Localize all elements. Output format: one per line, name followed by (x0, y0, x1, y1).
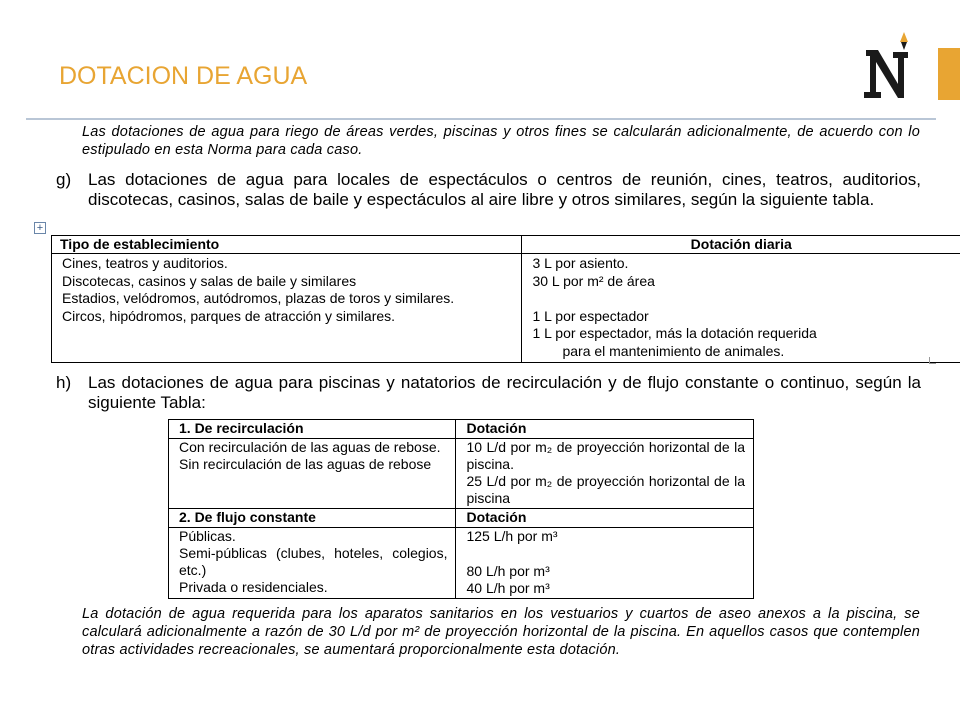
item-g-text: Las dotaciones de agua para locales de espectáculos o centros de reunión, cines, teatros, auditorios, discotecas, casinos, salas de baile y espectáculos al aire libre y otros similares, según la siguiente tabla. (88, 170, 921, 209)
table1-header-dotation: Dotación diaria (522, 236, 960, 254)
table-resize-handle[interactable] (929, 357, 936, 364)
item-h (56, 373, 921, 413)
table2-section1-header: 1. De recirculación (169, 420, 456, 439)
table-move-handle-icon[interactable]: + (34, 222, 46, 234)
table1-col1-line: Circos, hipódromos, parques de atracción y similares. (62, 307, 396, 324)
table2-section2-col2 (456, 528, 754, 599)
pool-table (168, 419, 754, 599)
table2-section2-header: 2. De flujo constante (169, 509, 456, 528)
footer-paragraph: La dotación de agua requerida para los aparatos sanitarios en los vestuarios y cuartos de aseo anexos a la piscina, se calculará adicionalmente a razón de 30 L/d por m² de proyección horizontal de la piscina. En aquellos casos que contemplen otras actividades recreacionales, se aumentará proporcionalmente esta dotación. (82, 606, 920, 658)
table1-col1-line: Cines, teatros y auditorios. (62, 255, 228, 271)
slide-title: DOTACION DE AGUA (59, 62, 308, 90)
table1-col1 (52, 254, 522, 363)
n-monogram-logo-icon (858, 28, 918, 104)
table2-row-label: Públicas. (179, 528, 236, 544)
item-h-text: Las dotaciones de agua para piscinas y natatorios de recirculación y de flujo constante o continuo, según la siguiente Tabla: (88, 373, 921, 412)
table2-row-value: 10 L/d por m₂ de proyección horizontal de la piscina. (466, 439, 745, 472)
table1-col2-line: 1 L por espectador, más la dotación requerida (532, 325, 817, 341)
table2-row-label: Con recirculación de las aguas de rebose. (179, 439, 441, 455)
establishment-table (51, 235, 960, 363)
item-g (56, 170, 921, 210)
table2-row-value: 40 L/h por m³ (466, 579, 550, 596)
table1-header-type: Tipo de establecimiento (52, 236, 522, 254)
intro-paragraph: Las dotaciones de agua para riego de áreas verdes, piscinas y otros fines se calcularán adicionalmente, de acuerdo con lo estipulado en esta Norma para cada caso. (82, 124, 920, 158)
table2-section1-col1 (169, 439, 456, 509)
table1-col1-line: Estadios, velódromos, autódromos, plazas de toros y similares. (62, 290, 455, 306)
table1-col2-line: 1 L por espectador (532, 307, 649, 324)
table1-col2-line: 3 L por asiento. (532, 255, 629, 271)
table1-col1-line: Discotecas, casinos y salas de baile y similares (62, 272, 357, 289)
table2-section1-dotation-header: Dotación (456, 420, 754, 439)
table2-row-label: Sin recirculación de las aguas de rebose (179, 456, 432, 472)
table2-spacer (466, 545, 745, 563)
table1-col2-line: para el mantenimiento de animales. (562, 342, 785, 359)
table2-row-value: 80 L/h por m³ (466, 562, 550, 579)
table2-row-value: 25 L/d por m₂ de proyección horizontal de la piscina (466, 473, 745, 506)
title-divider (26, 118, 936, 120)
table1-col2 (522, 254, 960, 363)
table2-section2-col1 (169, 528, 456, 599)
accent-bar (938, 48, 960, 100)
table2-section2-dotation-header: Dotación (456, 509, 754, 528)
table2-row-label: Semi-públicas (clubes, hoteles, colegios, etc.) (179, 545, 448, 578)
table2-row-label: Privada o residenciales. (179, 579, 328, 595)
table1-col2-line: 30 L por m² de área (532, 272, 655, 289)
table2-row-value: 125 L/h por m³ (466, 528, 558, 544)
table1-col2-spacer (532, 290, 952, 308)
item-h-letter: h) (56, 373, 72, 392)
item-g-letter: g) (56, 170, 72, 189)
table2-section1-col2 (456, 439, 754, 509)
